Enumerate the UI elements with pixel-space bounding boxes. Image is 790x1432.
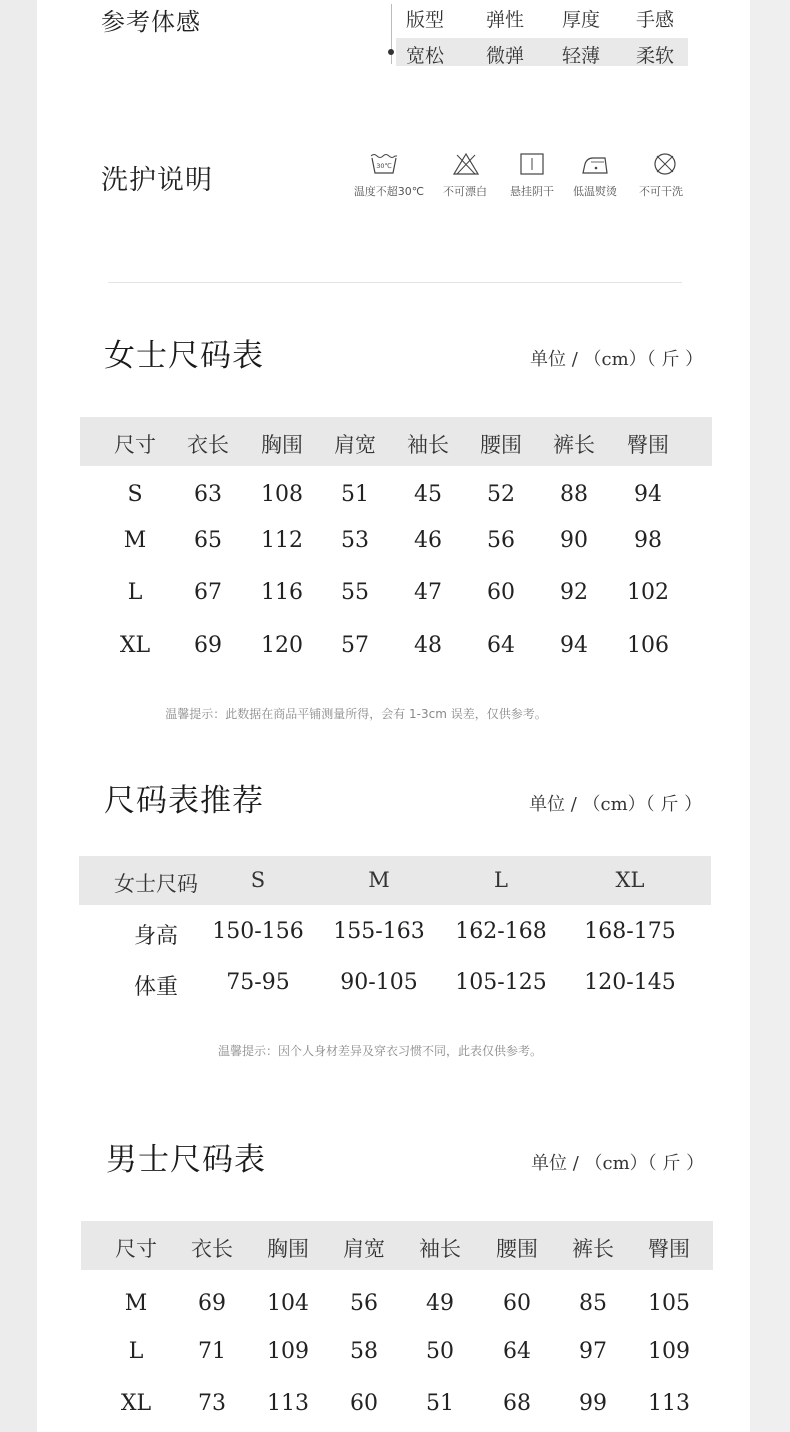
care-label-no-dry-clean: 不可干洗	[639, 185, 683, 198]
wash-30-icon	[369, 152, 399, 176]
women-note: 温馨提示：此数据在商品平铺测量所得，会有 1-3cm 误差，仅供参考。	[165, 707, 547, 721]
women-unit: 单位 / （cm）（ 斤 ）	[530, 349, 704, 370]
women-table-cell: 69	[194, 633, 222, 658]
feel-header-handfeel: 手感	[635, 9, 674, 31]
feel-header-elasticity: 弹性	[485, 9, 524, 31]
men-table-cell: 99	[579, 1391, 607, 1416]
care-label-no-bleach: 不可漂白	[443, 185, 487, 198]
feel-value-handfeel: 柔软	[635, 45, 674, 67]
recommend-table-cell: 90-105	[340, 970, 418, 995]
women-header-cell: 肩宽	[334, 433, 376, 457]
care-label-low-iron: 低温熨烫	[573, 185, 617, 198]
men-table-cell: 51	[426, 1391, 454, 1416]
women-table-cell: 92	[560, 580, 588, 605]
hang-dry-shade-icon	[517, 152, 547, 176]
low-iron-icon	[580, 152, 610, 176]
men-table-cell: 49	[426, 1291, 454, 1316]
section-divider	[108, 282, 682, 283]
men-unit: 单位 / （cm）（ 斤 ）	[531, 1153, 705, 1174]
women-header-cell: 臀围	[627, 433, 669, 457]
men-table-cell: 56	[350, 1291, 378, 1316]
recommend-header-cell: L	[494, 868, 508, 892]
men-table-cell: 69	[198, 1291, 226, 1316]
women-header-cell: 胸围	[261, 433, 303, 457]
feel-header-fit: 版型	[405, 9, 444, 31]
care-label-hang-dry: 悬挂阴干	[510, 185, 554, 198]
care-title: 洗护说明	[101, 165, 213, 196]
men-table-cell: 58	[350, 1339, 378, 1364]
recommend-table-cell: 75-95	[226, 970, 290, 995]
women-header-cell: 尺寸	[114, 433, 156, 457]
feel-header-thickness: 厚度	[561, 9, 600, 31]
women-table-cell: 67	[194, 580, 222, 605]
recommend-table-cell: 体重	[133, 975, 178, 1000]
men-table-cell: XL	[120, 1391, 152, 1416]
recommend-table-cell: 155-163	[333, 919, 425, 944]
right-margin	[750, 0, 790, 1432]
recommend-unit: 单位 / （cm）（ 斤 ）	[529, 794, 703, 815]
men-header-cell: 臀围	[648, 1237, 690, 1261]
left-margin	[0, 0, 37, 1432]
women-table-cell: 60	[487, 580, 515, 605]
recommend-table-cell: 120-145	[584, 970, 676, 995]
women-table-cell: M	[123, 528, 147, 553]
feel-value-elasticity: 微弹	[485, 45, 524, 67]
men-table-cell: 113	[267, 1391, 309, 1416]
women-table-cell: 47	[414, 580, 442, 605]
recommend-table-cell: 150-156	[212, 919, 304, 944]
recommend-header-cell: 女士尺码	[114, 872, 198, 896]
women-table-cell: 90	[560, 528, 588, 553]
women-table-cell: 88	[560, 482, 588, 507]
men-table-cell: 109	[648, 1339, 690, 1364]
women-table-cell: 55	[341, 580, 369, 605]
men-table-cell: M	[124, 1291, 148, 1316]
men-header-cell: 腰围	[496, 1237, 538, 1261]
men-header-cell: 袖长	[419, 1237, 461, 1261]
women-table-cell: 48	[414, 633, 442, 658]
women-header-cell: 腰围	[480, 433, 522, 457]
men-table-cell: 60	[350, 1391, 378, 1416]
men-table-cell: 105	[648, 1291, 690, 1316]
men-size-title: 男士尺码表	[106, 1142, 266, 1178]
women-header-cell: 衣长	[187, 433, 229, 457]
women-size-title: 女士尺码表	[104, 338, 264, 374]
recommend-title: 尺码表推荐	[104, 783, 264, 819]
women-table-cell: XL	[119, 633, 151, 658]
women-table-cell: 94	[560, 633, 588, 658]
men-header-cell: 肩宽	[343, 1237, 385, 1261]
women-table-cell: 65	[194, 528, 222, 553]
women-table-cell: 98	[634, 528, 662, 553]
women-table-cell: 57	[341, 633, 369, 658]
recommend-table-cell: 105-125	[455, 970, 547, 995]
women-table-cell: 53	[341, 528, 369, 553]
men-table-cell: 73	[198, 1391, 226, 1416]
recommend-header-cell: M	[368, 868, 390, 892]
care-label-wash: 温度不超30℃	[353, 185, 425, 198]
women-table-cell: 63	[194, 482, 222, 507]
women-table-cell: 64	[487, 633, 515, 658]
recommend-table-cell: 身高	[133, 924, 178, 949]
women-header-cell: 袖长	[407, 433, 449, 457]
recommend-note: 温馨提示：因个人身材差异及穿衣习惯不同，此表仅供参考。	[217, 1044, 542, 1058]
women-table-cell: 94	[634, 482, 662, 507]
men-table-cell: 68	[503, 1391, 531, 1416]
women-table-cell: 116	[261, 580, 303, 605]
men-header-cell: 裤长	[572, 1237, 614, 1261]
men-header-cell: 衣长	[191, 1237, 233, 1261]
feel-title: 参考体感	[101, 8, 201, 36]
recommend-header-cell: XL	[615, 868, 645, 892]
feel-value-fit: 宽松	[405, 45, 444, 67]
women-table-cell: 112	[261, 528, 303, 553]
recommend-table-cell: 162-168	[455, 919, 547, 944]
men-table-cell: 50	[426, 1339, 454, 1364]
men-header-cell: 胸围	[267, 1237, 309, 1261]
women-table-cell: L	[127, 580, 143, 605]
women-table-cell: 46	[414, 528, 442, 553]
men-table-cell: 97	[579, 1339, 607, 1364]
men-table-cell: 104	[267, 1291, 309, 1316]
women-table-cell: 120	[261, 633, 303, 658]
women-table-cell: 52	[487, 482, 515, 507]
women-table-cell: S	[127, 482, 143, 507]
men-table-cell: 109	[267, 1339, 309, 1364]
women-table-cell: 102	[627, 580, 669, 605]
men-table-cell: 71	[198, 1339, 226, 1364]
no-bleach-icon	[451, 152, 481, 176]
men-table-cell: 85	[579, 1291, 607, 1316]
men-table-cell: 60	[503, 1291, 531, 1316]
recommend-header-cell: S	[250, 868, 266, 892]
svg-text:30℃: 30℃	[376, 162, 392, 170]
women-table-cell: 106	[627, 633, 669, 658]
women-table-cell: 45	[414, 482, 442, 507]
women-table-cell: 56	[487, 528, 515, 553]
men-header-cell: 尺寸	[115, 1237, 157, 1261]
women-table-cell: 108	[261, 482, 303, 507]
recommend-table-cell: 168-175	[584, 919, 676, 944]
men-table-cell: 113	[648, 1391, 690, 1416]
men-table-cell: L	[128, 1339, 144, 1364]
no-dry-clean-icon	[650, 152, 680, 176]
women-header-cell: 裤长	[553, 433, 595, 457]
men-table-cell: 64	[503, 1339, 531, 1364]
feel-value-thickness: 轻薄	[561, 45, 600, 67]
women-table-cell: 51	[341, 482, 369, 507]
